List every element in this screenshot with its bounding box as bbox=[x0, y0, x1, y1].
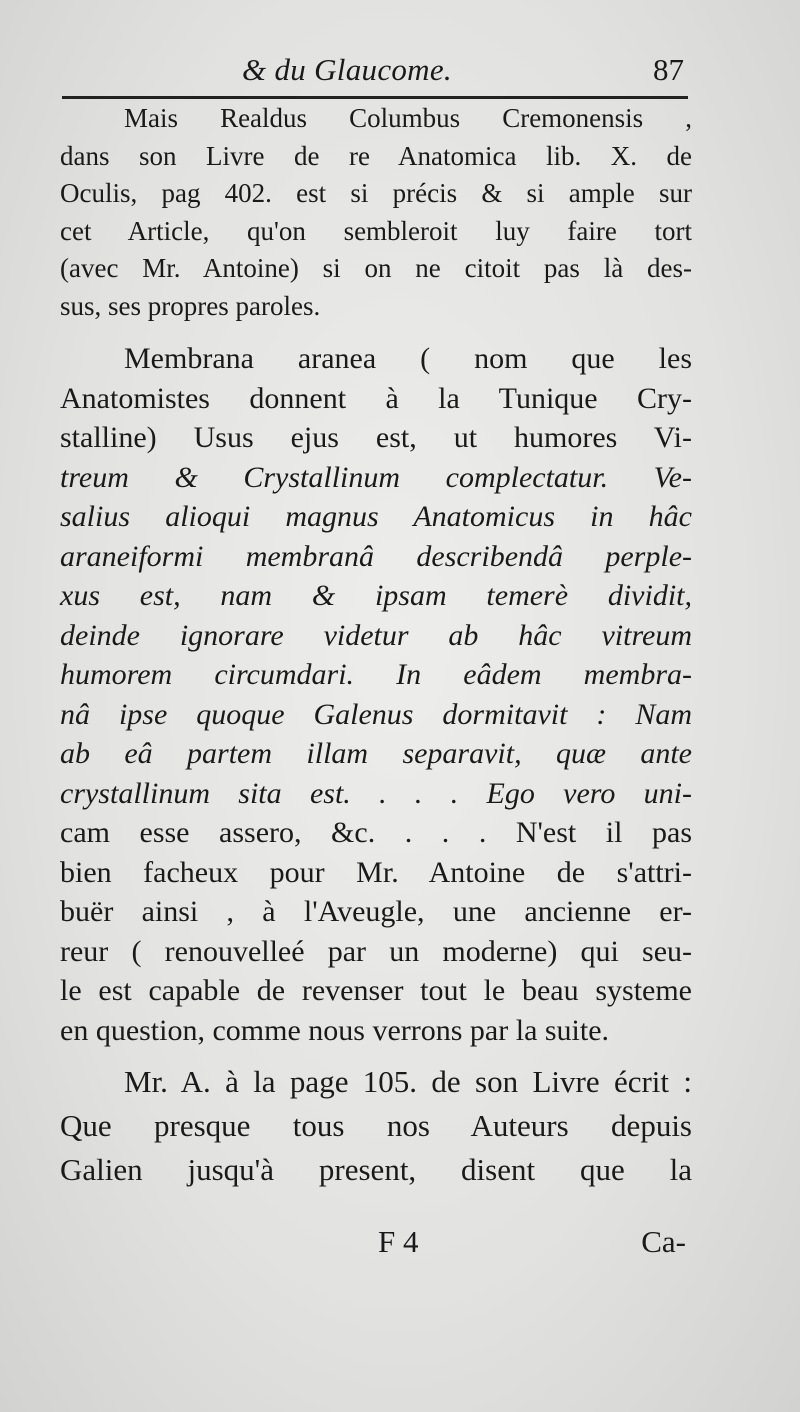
text-line: stalline) Usus ejus est, ut humores Vi- bbox=[60, 421, 692, 454]
text-line: salius alioqui magnus Anatomicus in hâc bbox=[60, 500, 692, 533]
text-line: le est capable de revenser tout le beau systeme bbox=[60, 974, 692, 1007]
paragraph-1 bbox=[60, 100, 692, 325]
text-line: cet Article, qu'on sembleroit luy faire tort bbox=[60, 215, 692, 246]
page-header bbox=[62, 52, 690, 92]
text-line: Oculis, pag 402. est si précis & si ample sur bbox=[60, 178, 692, 208]
page-footer bbox=[62, 1224, 690, 1264]
catchword: Ca- bbox=[641, 1224, 686, 1259]
body-text bbox=[60, 100, 692, 1192]
text-line: buër ainsi , à l'Aveugle, une ancienne er- bbox=[60, 895, 692, 928]
text-line: Mr. A. à la page 105. de son Livre écrit : bbox=[124, 1064, 692, 1099]
text-line: Anatomistes donnent à la Tunique Cry- bbox=[60, 381, 692, 415]
header-rule bbox=[62, 96, 688, 99]
text-line: sus, ses propres paroles. bbox=[60, 290, 321, 321]
text-line: deinde ignorare videtur ab hâc vitreum bbox=[60, 618, 692, 652]
text-line: dans son Livre de re Anatomica lib. X. de bbox=[60, 140, 692, 171]
text-line: humorem circumdari. In eâdem membra- bbox=[60, 658, 692, 691]
text-line: cam esse assero, &c. . . . N'est il pas bbox=[60, 816, 692, 849]
text-line: Membrana aranea ( nom que les bbox=[124, 342, 692, 375]
text-line: Galien jusqu'à present, disent que la bbox=[60, 1152, 692, 1187]
text-line: crystallinum sita est. . . . Ego vero uni- bbox=[60, 776, 692, 810]
page-number: 87 bbox=[653, 52, 684, 87]
text-line: ab eâ partem illam separavit, quæ ante bbox=[60, 737, 692, 770]
text-line: en question, comme nous verrons par la suite. bbox=[60, 1013, 610, 1047]
text-line: xus est, nam & ipsam temerè dividit, bbox=[60, 579, 692, 612]
text-line: nâ ipse quoque Galenus dormitavit : Nam bbox=[60, 697, 692, 731]
running-head: & du Glaucome. bbox=[242, 52, 452, 87]
text-line: Mais Realdus Columbus Cremonensis , bbox=[124, 103, 692, 133]
paragraph-2 bbox=[60, 339, 692, 1050]
text-line: reur ( renouvelleé par un moderne) qui seu- bbox=[60, 934, 692, 968]
text-line: araneiformi membranâ describendâ perple- bbox=[60, 539, 692, 573]
text-line: (avec Mr. Antoine) si on ne citoit pas là des- bbox=[60, 253, 692, 283]
text-line: treum & Crystallinum complectatur. Ve- bbox=[60, 460, 692, 494]
paragraph-3 bbox=[60, 1060, 692, 1192]
text-line: Que presque tous nos Auteurs depuis bbox=[60, 1108, 692, 1143]
text-line: bien facheux pour Mr. Antoine de s'attri- bbox=[60, 855, 692, 889]
signature-mark: F 4 bbox=[378, 1224, 419, 1259]
